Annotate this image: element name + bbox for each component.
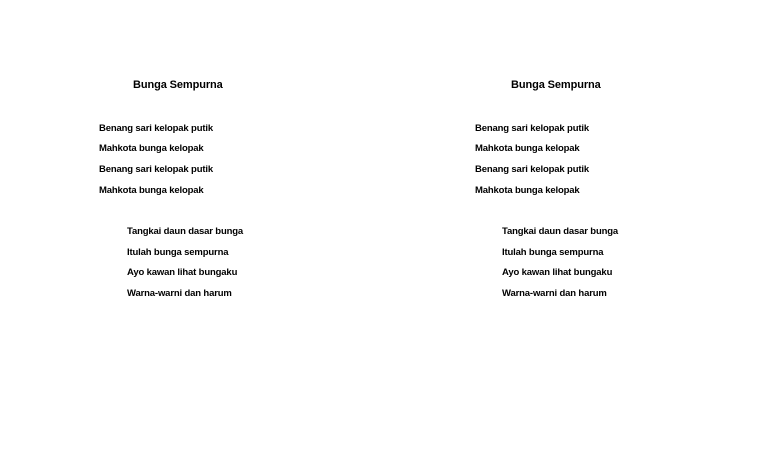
verse-line: Benang sari kelopak putik xyxy=(475,164,589,175)
verse-line: Mahkota bunga kelopak xyxy=(99,143,204,154)
chorus-line: Itulah bunga sempurna xyxy=(502,247,604,258)
chorus-line: Tangkai daun dasar bunga xyxy=(127,226,244,237)
verse-line: Mahkota bunga kelopak xyxy=(475,143,580,154)
chorus-line: Ayo kawan lihat bungaku xyxy=(127,267,238,278)
verse-line: Benang sari kelopak putik xyxy=(475,123,589,134)
chorus-line: Tangkai daun dasar bunga xyxy=(502,226,619,237)
song-title: Bunga Sempurna xyxy=(511,79,601,91)
chorus-line: Ayo kawan lihat bungaku xyxy=(502,267,613,278)
verse-line: Benang sari kelopak putik xyxy=(99,123,213,134)
chorus-line: Warna-warni dan harum xyxy=(127,288,232,299)
page-right xyxy=(384,0,768,466)
chorus-line: Itulah bunga sempurna xyxy=(127,247,229,258)
chorus-line: Warna-warni dan harum xyxy=(502,288,607,299)
verse-line: Mahkota bunga kelopak xyxy=(475,185,580,196)
verse-line: Mahkota bunga kelopak xyxy=(99,185,204,196)
verse-line: Benang sari kelopak putik xyxy=(99,164,213,175)
song-title: Bunga Sempurna xyxy=(133,79,223,91)
